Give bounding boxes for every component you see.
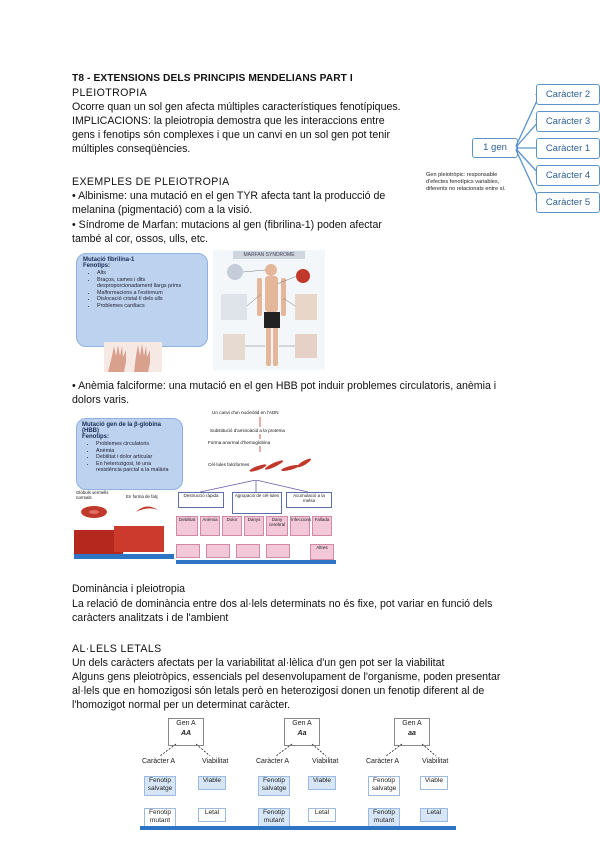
- symptom-box: Danys: [244, 516, 264, 536]
- phenotype-box: Fenotip mutant: [258, 808, 290, 828]
- letals-line: Alguns gens pleiotròpics, essencials pel desenvolupament de l'organisme, poden presentar: [72, 671, 501, 683]
- phenotype-box: Fenotip salvatge: [144, 776, 176, 796]
- anemia-line: • Anèmia falciforme: una mutació en el gen HBB pot induir problemes circulatoris, anèmia i: [72, 380, 497, 392]
- hands-illustration: [104, 342, 162, 372]
- gene-node-aa: Gen A aa: [394, 718, 430, 746]
- allele-diagram: [140, 716, 460, 836]
- gene-note: Gen pleiotròpic: responsable d'efectes fenotípics variables, diferents no relacionats entre sí.: [426, 172, 506, 192]
- blood-cells-image: [74, 490, 174, 562]
- flow-step: Cèl·lules falciformes: [208, 462, 250, 467]
- viab-label: Viabilitat: [202, 758, 229, 765]
- effect-box: Destrucció ràpida: [178, 492, 224, 508]
- rbc-label: Glòbuls vermells normals: [76, 490, 109, 500]
- character-box: Caràcter 3: [536, 111, 600, 132]
- viability-box: Letal: [198, 808, 226, 822]
- marfan-item: • Braços, cames i dits desproporcionadament llargs prims: [97, 277, 201, 290]
- pink-cell: [236, 544, 260, 558]
- symptom-box: Fallada: [312, 516, 332, 536]
- viability-box: Letal: [420, 808, 448, 822]
- viability-box: Viable: [308, 776, 336, 790]
- gene-node-AA: Gen A AA: [168, 718, 204, 746]
- marfan-item: • Dislocació cristal·lí dels ulls: [97, 296, 201, 303]
- allele-arrows: [140, 716, 460, 836]
- sickle-box-title: Mutació gen de la β-globina (HBB): [82, 422, 161, 434]
- rbc-svg: [74, 490, 174, 562]
- symptom-box: Anèmia: [200, 516, 220, 536]
- letals-line: al·lels que en homozigosi són letals però en heterozigosi donen un fenotip diferent al de: [72, 685, 485, 697]
- marfan-line: també al cor, ossos, ulls, etc.: [72, 233, 209, 245]
- marfan-item: • Problemes cardíacs: [97, 303, 201, 310]
- symptom-box: Altres: [310, 544, 334, 560]
- examples-heading: EXEMPLES DE PLEIOTROPIA: [72, 176, 230, 188]
- intro-line: gens i fenotips són complexes i que un canvi en un sol gen pot tenir: [72, 129, 391, 141]
- flow-step: Un canvi d'un nucleòtid en l'ADN: [212, 410, 279, 415]
- marfan-box-title: Mutació fibrilina-1: [83, 257, 135, 263]
- albinisme-line: melanina (pigmentació) com a la visió.: [72, 204, 253, 216]
- viability-box: Letal: [308, 808, 336, 822]
- intro-line: múltiples conseqüències.: [72, 143, 191, 155]
- pink-cell: [176, 544, 200, 558]
- char-label: Caràcter A: [142, 758, 176, 765]
- marfan-banner: MARFAN SYNDROME: [233, 251, 305, 259]
- character-box: Caràcter 2: [536, 84, 600, 105]
- phenotype-box: Fenotip salvatge: [258, 776, 290, 796]
- phenotype-box: Fenotip mutant: [144, 808, 176, 828]
- character-box: Caràcter 1: [536, 138, 600, 159]
- symptom-box: Dolor: [222, 516, 242, 536]
- viability-box: Viable: [198, 776, 226, 790]
- phenotype-box: Fenotip salvatge: [368, 776, 400, 796]
- viability-box: Viable: [420, 776, 448, 790]
- symptom-box: Debilitat: [176, 516, 198, 536]
- sickle-item: • Anèmia: [96, 448, 177, 455]
- dominancia-heading: Dominància i pleiotropia: [72, 583, 186, 595]
- symptom-box: Dany cerebral: [266, 516, 288, 536]
- pink-row-2: [176, 542, 306, 558]
- letals-heading: AL·LELS LETALS: [72, 643, 162, 655]
- character-box: Caràcter 4: [536, 165, 600, 186]
- sickle-box-subtitle: Fenotips:: [82, 434, 109, 440]
- sickle-figure-bar: [176, 560, 336, 564]
- letals-line: l'homozigot normal per un determinat caràcter.: [72, 699, 291, 711]
- character-box: Caràcter 5: [536, 192, 600, 213]
- marfan-box-subtitle: Fenotips:: [83, 263, 110, 269]
- flow-arrows: [180, 410, 340, 480]
- pink-cell: [266, 544, 290, 558]
- marfan-info-box: [76, 253, 208, 347]
- effect-box: Agrupació de cèl·lules: [232, 492, 282, 514]
- marfan-body-figure: [213, 250, 325, 370]
- gene-node-Aa: Gen A Aa: [284, 718, 320, 746]
- viab-label: Viabilitat: [312, 758, 339, 765]
- rbc-label: En forma de falç: [126, 494, 158, 499]
- sickle-item: • Debilitat i dolor articular: [96, 454, 177, 461]
- char-label: Caràcter A: [366, 758, 400, 765]
- marfan-item: • Alts: [97, 270, 201, 277]
- doc-title: T8 - EXTENSIONS DELS PRINCIPIS MENDELIANS PART I: [72, 73, 353, 84]
- gene-node: 1 gen: [472, 138, 518, 158]
- letals-line: Un dels caràcters afectats per la variabilitat al·lèlica d'un gen pot ser la viabilitat: [72, 657, 445, 669]
- sickle-info-box: [76, 418, 183, 490]
- pink-cell: [206, 544, 230, 558]
- effect-box: Acumulació a la melsa: [286, 492, 332, 508]
- dominancia-line: caràcters analitzats i de l'ambient: [72, 612, 229, 624]
- dominancia-line: La relació de dominància entre dos al·lels determinats no és fixe, pot variar en funció dels: [72, 598, 493, 610]
- albinisme-line: • Albinisme: una mutació en el gen TYR afecta tant la producció de: [72, 190, 386, 202]
- marfan-line: • Síndrome de Marfan: mutacions al gen (fibrilina-1) poden afectar: [72, 219, 382, 231]
- flow-step: Forma anormal d'hemoglobina: [208, 440, 271, 445]
- sickle-item: • En heterozigosi, té una resistència parcial a la malària: [96, 461, 177, 474]
- marfan-item: • Malformacions a l'estèrnum: [97, 290, 201, 297]
- hands-photo: [104, 342, 162, 372]
- sickle-flowchart: [180, 410, 340, 480]
- viab-label: Viabilitat: [422, 758, 449, 765]
- effects-branches: [176, 480, 336, 520]
- body-svg: [213, 250, 325, 370]
- pleiotropia-heading: PLEIOTROPIA: [72, 87, 148, 99]
- phenotype-box: Fenotip mutant: [368, 808, 400, 828]
- sickle-item: • Problemes circulatoris: [96, 441, 177, 448]
- intro-line: IMPLICACIONS: la pleiotropia demostra que les interaccions entre: [72, 115, 385, 127]
- intro-line: Ocorre quan un sol gen afecta múltiples característiques fenotípiques.: [72, 101, 401, 113]
- anemia-line: dolors varis.: [72, 394, 130, 406]
- char-label: Caràcter A: [256, 758, 290, 765]
- symptom-box: Infeccions: [290, 516, 310, 536]
- flow-step: Substitució d'aminoàcid a la proteïna: [210, 428, 285, 433]
